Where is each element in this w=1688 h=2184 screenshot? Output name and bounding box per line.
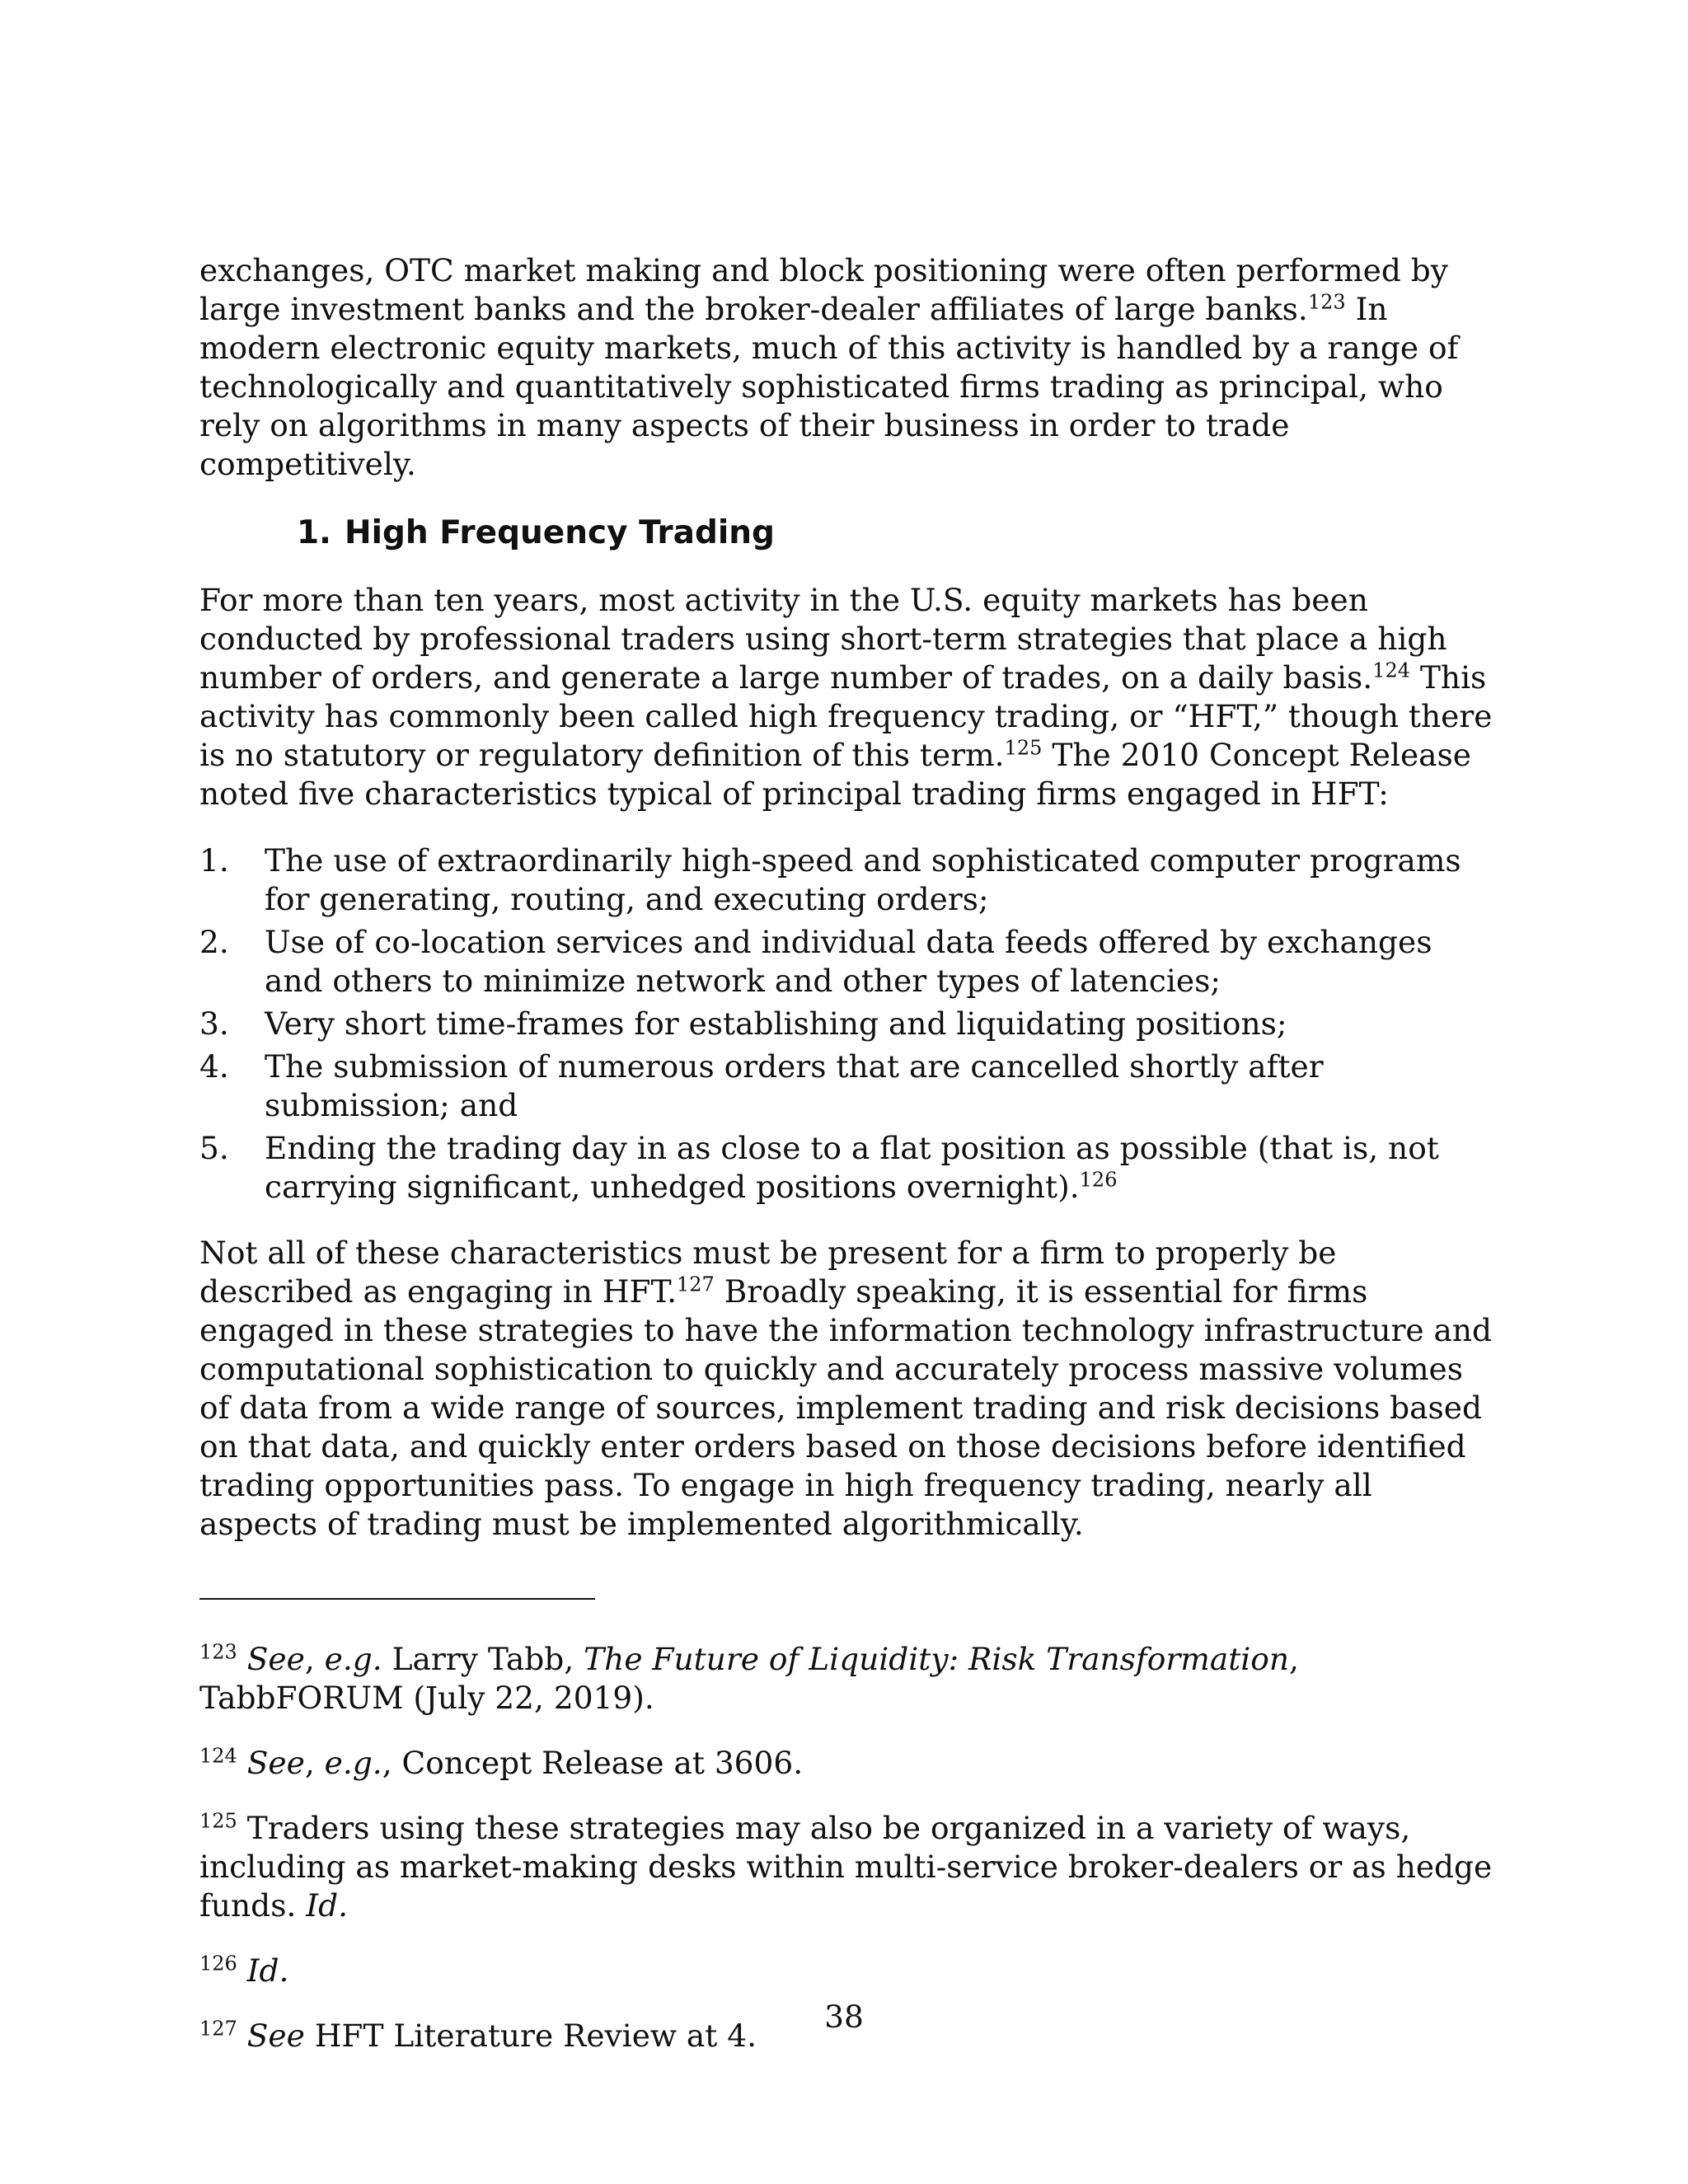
- list-item: [199, 923, 1498, 1001]
- list-item-number: 1.: [199, 842, 229, 879]
- signal-see: See: [246, 2018, 305, 2054]
- paragraph-text: In modern electronic equity markets, much of this activity is handled by a range of technologically and quantitatively sophisticated firms trading as principal, who rely on algorithms in many aspects of their business in order to trade competitively.: [199, 291, 1459, 482]
- footnote-text: Traders using these strategies may also be organized in a variety of ways, including as market-making desks within multi-service broker-dealers or as hedge funds.: [199, 1810, 1493, 1924]
- signal-eg: e.g.: [324, 1745, 382, 1781]
- list-item: [199, 1129, 1498, 1207]
- body-paragraph-1: [199, 251, 1498, 484]
- paragraph-text: The 2010 Concept Release noted five characteristics typical of principal trading firms engaged in HFT:: [199, 737, 1471, 812]
- footnote-text: Larry Tabb,: [382, 1641, 584, 1677]
- footnote-number: 123: [199, 1640, 237, 1664]
- document-page: [199, 251, 1498, 2055]
- footnote-number: 127: [199, 2017, 237, 2041]
- footnote-ref-125[interactable]: 125: [1004, 736, 1043, 760]
- list-item: [199, 1047, 1498, 1125]
- signal-id: Id.: [246, 1952, 289, 1989]
- list-item-text: The use of extraordinarily high-speed and sophisticated computer programs for generating, routing, and executing orders;: [265, 842, 1461, 917]
- paragraph-text: exchanges, OTC market making and block positioning were often performed by large investment banks and the broker-dealer affiliates of large banks.: [199, 252, 1448, 327]
- body-paragraph-2: [199, 581, 1498, 813]
- list-item-text: The submission of numerous orders that are cancelled shortly after submission; and: [265, 1048, 1324, 1123]
- footnote-number: 125: [199, 1809, 237, 1833]
- footnote-text: HFT Literature Review at 4.: [304, 2018, 757, 2054]
- footnote-number: 124: [199, 1744, 237, 1768]
- footnote-ref-124[interactable]: 124: [1372, 658, 1410, 682]
- footnote-number: 126: [199, 1952, 237, 1975]
- footnote-text: ,: [304, 1641, 325, 1677]
- footnote-ref-123[interactable]: 123: [1307, 290, 1346, 314]
- footnote-text: , TabbFORUM (July 22, 2019).: [199, 1641, 1299, 1716]
- list-item: [199, 1005, 1498, 1043]
- list-item-text: Use of co-location services and individual data feeds offered by exchanges and others to minimize network and other types of latencies;: [265, 924, 1432, 999]
- signal-see: See: [246, 1745, 305, 1781]
- list-item-text: Very short time-frames for establishing and liquidating positions;: [265, 1005, 1287, 1042]
- list-item-number: 2.: [199, 924, 229, 960]
- paragraph-text: Broadly speaking, it is essential for firms engaged in these strategies to have the information technology infrastructure and computational sophistication to quickly and accurately process massive volumes of data from a wide range of sources, implement trading and risk decisions based on that data, and quickly enter orders based on those decisions before identified trading opportunities pass. To engage in high frequency trading, nearly all aspects of trading must be implemented algorithmically.: [199, 1273, 1493, 1542]
- list-item-number: 3.: [199, 1005, 229, 1042]
- cited-title: The Future of Liquidity: Risk Transformation: [584, 1641, 1289, 1677]
- paragraph-text: For more than ten years, most activity in the U.S. equity markets has been conducted by professional traders using short-term strategies that place a high number of orders, and generate a large number of trades, on a daily basis.: [199, 582, 1447, 696]
- hft-characteristics-list: [199, 841, 1498, 1207]
- paragraph-text: This activity has commonly been called high frequency trading, or “HFT,” though there is no statutory or regulatory definition of this term.: [199, 659, 1493, 773]
- signal-id: Id.: [306, 1887, 349, 1924]
- footnote-text: , Concept Release at 3606.: [382, 1745, 804, 1781]
- signal-eg: e.g.: [324, 1641, 382, 1677]
- signal-see: See: [246, 1641, 305, 1677]
- heading-number: 1.: [297, 514, 331, 551]
- list-item-number: 5.: [199, 1130, 229, 1166]
- footnote-text: ,: [304, 1745, 325, 1781]
- footnote-ref-126[interactable]: 126: [1079, 1168, 1118, 1192]
- paragraph-text: Not all of these characteristics must be present for a firm to properly be described as engaging in HFT.: [199, 1235, 1337, 1310]
- section-heading: [297, 510, 1498, 556]
- body-paragraph-3: [199, 1234, 1498, 1544]
- footnote-ref-127[interactable]: 127: [677, 1272, 715, 1296]
- list-item-body: Ending the trading day in as close to a flat position as possible (that is, not carrying significant, unhedged positions overnight).: [265, 1130, 1439, 1205]
- heading-title: High Frequency Trading: [345, 514, 775, 551]
- list-item-number: 4.: [199, 1048, 229, 1085]
- footnote-separator: [199, 1598, 595, 1600]
- page-number: 38: [824, 1999, 864, 2035]
- list-item-text: [265, 1129, 1498, 1207]
- list-item: [199, 841, 1498, 919]
- footnote-123: [199, 1640, 1498, 1718]
- footnote-124: [199, 1744, 1498, 1783]
- footnote-125: [199, 1809, 1498, 1925]
- footnote-126: [199, 1952, 1498, 1990]
